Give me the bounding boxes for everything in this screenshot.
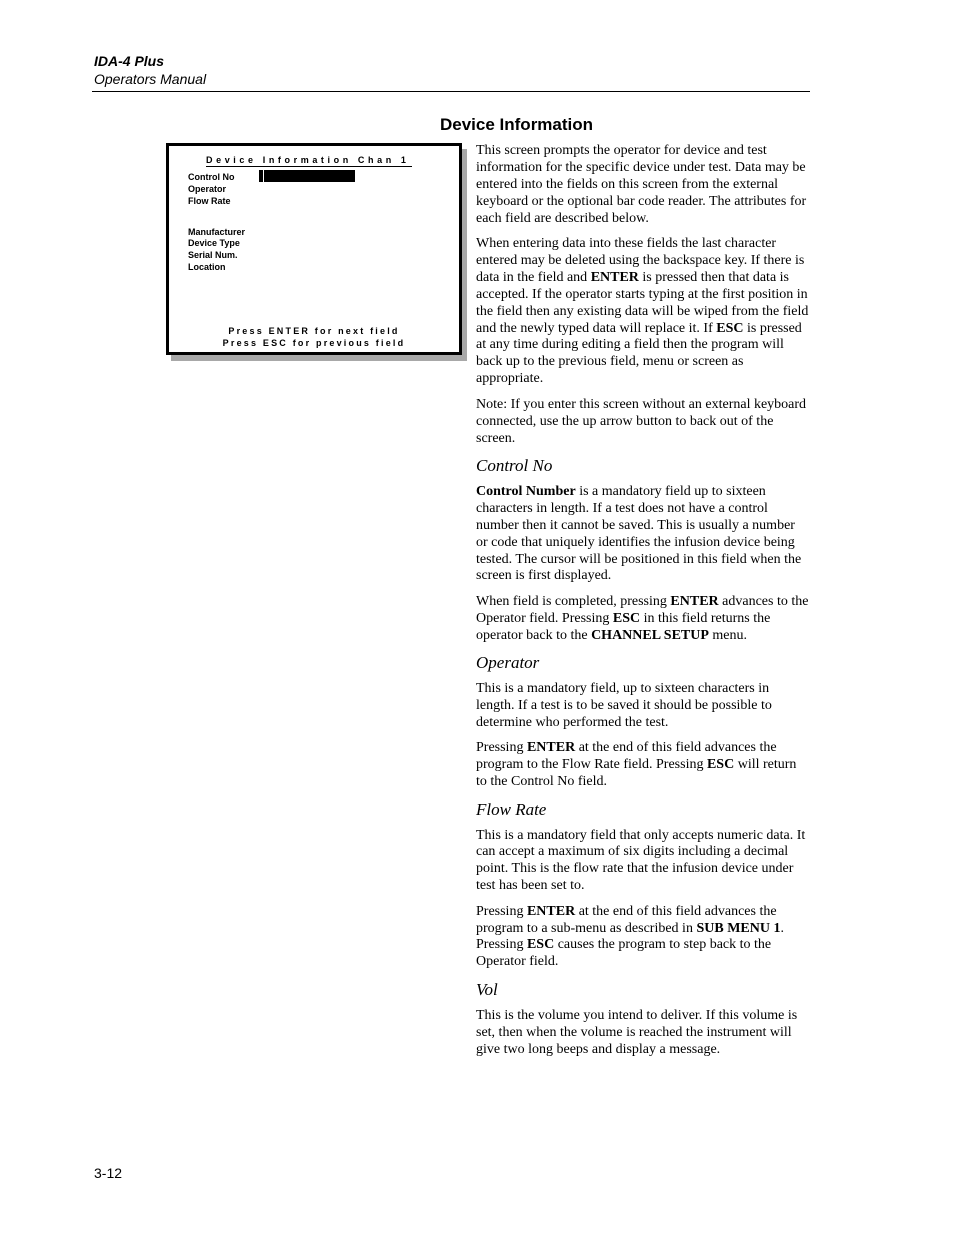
control-no-paragraph-2 xyxy=(476,594,809,645)
text-run: is pressed then that data is accepted. If the operator starts typing at the first position in the field then any existing data will be wiped from the field and the newly typed data will replace it. If xyxy=(476,269,809,336)
running-header xyxy=(94,52,206,88)
enter-key-term: ENTER xyxy=(526,903,576,919)
vol-paragraph-1: This is the volume you intend to deliver. If this volume is set, then when the volume is reached the instrument will give two long beeps and display a message. xyxy=(476,1007,798,1057)
text-run: in this field returns the operator back to the xyxy=(476,610,771,643)
body-column xyxy=(476,143,809,1067)
screen-footer-enter: Press ENTER for next field xyxy=(228,326,400,336)
label-flow-rate: Flow Rate xyxy=(188,196,231,206)
intro-paragraph-3: Note: If you enter this screen without an external keyboard connected, use the up arrow button to back out of the screen. xyxy=(476,396,807,446)
screen-title: Device Information Chan 1 xyxy=(206,155,410,165)
manual-name: Operators Manual xyxy=(94,71,207,87)
text-run: . Pressing xyxy=(476,920,784,953)
heading-control-no: Control No xyxy=(476,455,553,475)
header-rule xyxy=(92,91,810,92)
product-name: IDA-4 Plus xyxy=(94,53,165,69)
text-run: causes the program to step back to the Operator field. xyxy=(476,937,772,970)
section-title: Device Information xyxy=(440,115,594,134)
label-manufacturer: Manufacturer xyxy=(188,227,246,237)
heading-flow-rate: Flow Rate xyxy=(476,799,547,819)
label-serial-num: Serial Num. xyxy=(188,250,238,260)
esc-key-term: ESC xyxy=(526,937,555,953)
esc-key-term: ESC xyxy=(612,610,641,626)
label-device-type: Device Type xyxy=(188,238,240,248)
operator-paragraph-1: This is a mandatory field, up to sixteen characters in length. If a test is to be saved it should be possible to determine who performed the test. xyxy=(476,681,772,730)
enter-key-term: ENTER xyxy=(670,593,719,609)
control-no-field-cursor xyxy=(259,170,355,182)
flow-rate-paragraph-1: This is a mandatory field that only accepts numeric data. It can accept a maximum of six digits including a decimal point. This is the flow rate that the infusion device under test has been set to. xyxy=(476,827,806,894)
intro-paragraph-2 xyxy=(476,236,809,388)
text-run: menu. xyxy=(708,627,748,643)
flow-rate-paragraph-2 xyxy=(476,904,809,972)
control-number-term: Control Number xyxy=(476,483,576,499)
control-no-paragraph-1 xyxy=(476,484,809,585)
text-run: at the end of this field advances the program to a sub-menu as described in xyxy=(476,903,777,936)
text-run: When field is completed, pressing xyxy=(476,593,671,609)
device-screen-illustration xyxy=(166,143,462,355)
heading-operator: Operator xyxy=(476,653,540,673)
enter-key-term: ENTER xyxy=(526,740,576,756)
esc-key-term: ESC xyxy=(706,757,735,773)
page-number: 3-12 xyxy=(94,1165,123,1181)
channel-setup-term: CHANNEL SETUP xyxy=(591,627,709,643)
text-run: Pressing xyxy=(476,903,527,919)
esc-key-term: ESC xyxy=(716,320,744,336)
text-run: will return to the Control No field. xyxy=(476,757,797,790)
text-run: Pressing xyxy=(476,740,527,756)
screen-footer-esc: Press ESC for previous field xyxy=(222,338,406,348)
intro-paragraph-1: This screen prompts the operator for device and test information for the specific device under test. Data may be entered into the fields on this screen from the external keyboard or the optional bar code reader. The attributes for each field are described below. xyxy=(476,143,807,226)
label-control-no: Control No xyxy=(188,172,235,182)
text-run: at the end of this field advances the program to the Flow Rate field. Pressing xyxy=(476,740,777,773)
heading-vol: Vol xyxy=(476,979,498,999)
label-operator: Operator xyxy=(188,184,227,194)
label-location: Location xyxy=(188,262,226,272)
enter-key-term: ENTER xyxy=(590,269,639,285)
text-run: is a mandatory field up to sixteen characters in length. If a test does not have a control number then it cannot be saved. This is usually a number or code that uniquely identifies the infusion device being tested. The cursor will be positioned in this field when the screen is first displayed. xyxy=(476,483,802,584)
text-run: is pressed at any time during editing a field then the program will back up to the previous field, menu or screen as appropriate. xyxy=(476,320,802,387)
text-run: When entering data into these fields the last character entered may be deleted using the backspace key. If there is data in the field and xyxy=(476,236,805,285)
sub-menu-term: SUB MENU 1 xyxy=(696,920,781,936)
operator-paragraph-2 xyxy=(476,740,809,791)
text-run: advances to the Operator field. Pressing xyxy=(476,593,809,626)
